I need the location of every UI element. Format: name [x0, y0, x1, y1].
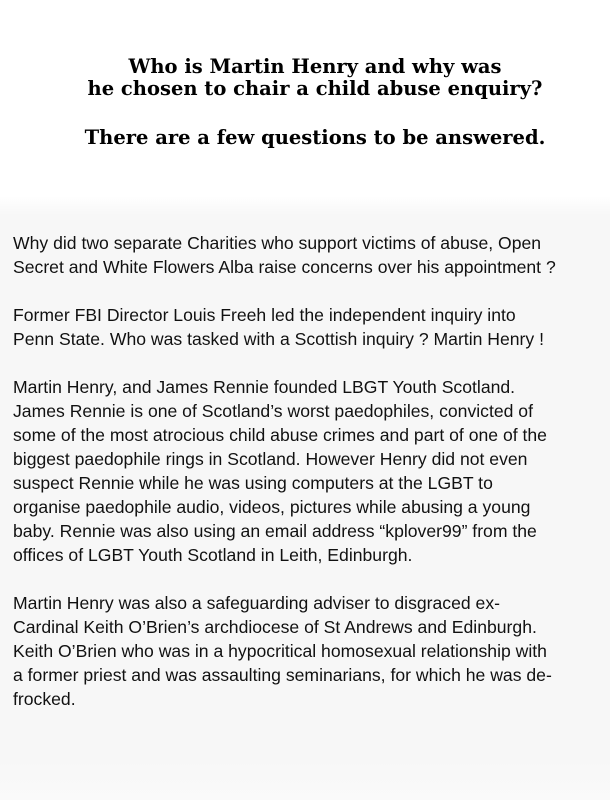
text-line: James Rennie is one of Scotland’s worst paedophiles, convicted of: [13, 401, 533, 421]
title-line-2: he chosen to chair a child abuse enquiry?: [87, 77, 543, 100]
header: [0, 56, 610, 149]
text-line: Secret and White Flowers Alba raise concerns over his appointment ?: [13, 257, 556, 277]
text-line: Martin Henry, and James Rennie founded LBGT Youth Scotland.: [13, 377, 516, 397]
text-line: Former FBI Director Louis Freeh led the independent inquiry into: [13, 305, 516, 325]
title-line-1: Who is Martin Henry and why was: [128, 55, 502, 78]
text-line: Cardinal Keith O’Brien’s archdiocese of St Andrews and Edinburgh.: [13, 617, 537, 637]
text-line: biggest paedophile rings in Scotland. However Henry did not even: [13, 449, 528, 469]
text-line: baby. Rennie was also using an email address “kplover99” from the: [13, 521, 537, 541]
text-line: Penn State. Who was tasked with a Scottish inquiry ? Martin Henry !: [13, 329, 544, 349]
text-line: a former priest and was assaulting seminarians, for which he was de-: [13, 665, 552, 685]
text-line: suspect Rennie while he was using computers at the LGBT to: [13, 473, 493, 493]
text-line: Keith O’Brien who was in a hypocritical homosexual relationship with: [13, 641, 547, 661]
text-line: Why did two separate Charities who support victims of abuse, Open: [13, 233, 542, 253]
text-line: offices of LGBT Youth Scotland in Leith, Edinburgh.: [13, 545, 413, 565]
subtitle: There are a few questions to be answered.: [84, 126, 546, 149]
text-line: frocked.: [13, 689, 76, 709]
text-line: organise paedophile audio, videos, pictures while abusing a young: [13, 497, 531, 517]
paragraph-lgbt-youth: [13, 375, 603, 567]
body-text: [13, 231, 603, 735]
paragraph-charities: [13, 231, 603, 279]
paragraph-safeguarding: [13, 591, 603, 711]
paragraph-penn-state: [13, 303, 603, 351]
text-line: Martin Henry was also a safeguarding adviser to disgraced ex-: [13, 593, 500, 613]
text-line: some of the most atrocious child abuse crimes and part of one of the: [13, 425, 547, 445]
